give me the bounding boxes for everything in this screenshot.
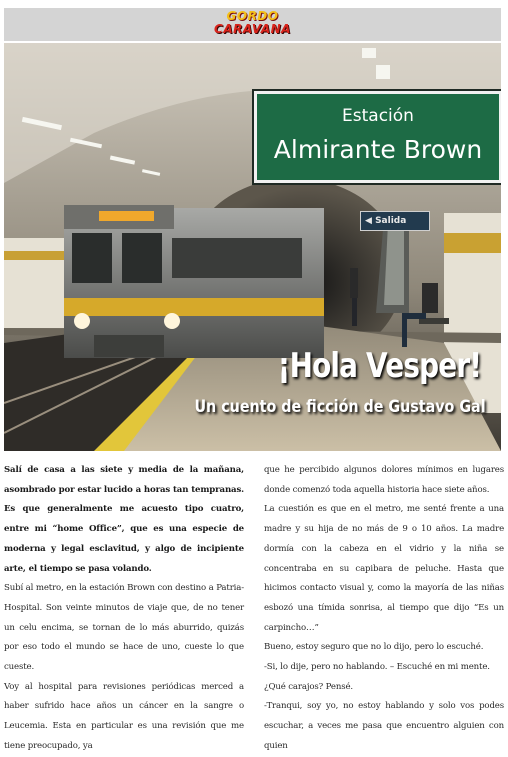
article-paragraph: Voy al hospital para revisiones periódicas merced a haber sufrido hace años un cáncer en la sangre o Leucemia. Esta en particular es una revisión que me tiene preocupado, ya [4, 681, 244, 751]
station-sign [254, 91, 501, 183]
exit-sign-label: Salida [375, 216, 407, 226]
article-column-right [264, 461, 504, 757]
station-name: Almirante Brown [273, 135, 483, 164]
station-sign-label: Estación [342, 106, 414, 126]
hero-image [4, 43, 501, 451]
site-logo[interactable] [4, 10, 501, 36]
article-paragraph: Bueno, estoy seguro que no lo dijo, pero lo escuché. [264, 642, 484, 653]
article-subtitle: Un cuento de ficción de Gustavo Gal [194, 397, 486, 417]
article-paragraph: Subí al metro, en la estación Brown con destino a Patria-Hospital. Son veinte minutos de viaje que, de no tener un celu encima, se tornan de lo más aburrido, quizás por eso todo el mundo se hace de uno, cueste lo que cueste. [4, 583, 244, 673]
article-paragraph: Salí de casa a las siete y media de la mañana, asombrado por estar lucido a horas tan tempranas. Es que generalmente me acuesto tipo cuatro, entre mi “home Office”, que es una especie de moderna y legal esclavitud, y algo de incipiente arte, el tiempo se pasa volando. [4, 465, 244, 574]
site-header [4, 8, 501, 41]
left-arrow-icon: ◀ [365, 216, 376, 226]
logo-line-2: CARAVANA [214, 22, 291, 36]
article-paragraph: -Si, lo dije, pero no hablando. – Escuché en mi mente. [264, 662, 490, 673]
article-paragraph: que he percibido algunos dolores mínimos en lugares donde comenzó toda aquella historia hace siete años. [264, 465, 504, 495]
article-title: ¡Hola Vesper! [277, 346, 481, 386]
article-column-left [4, 461, 244, 757]
article-paragraph: La cuestión es que en el metro, me senté frente a una madre y su hija de no más de 9 o 10 años. La madre dormía con la cabeza en el vidrio y la niña se concentraba en su capibara de peluche. Hasta que hicimos contacto visual y, como la mayoría de las niñas esbozó una tímida sonrisa, al tiempo que dijo “Es un carpincho…” [264, 504, 504, 633]
exit-sign [360, 211, 430, 231]
article-paragraph: ¿Qué carajos? Pensé. [264, 681, 354, 692]
logo-line-1: GORDO [226, 9, 279, 23]
article-paragraph: -Tranqui, soy yo, no estoy hablando y solo vos podes escuchar, a veces me pasa que encuentro alguien con quien [264, 701, 504, 751]
